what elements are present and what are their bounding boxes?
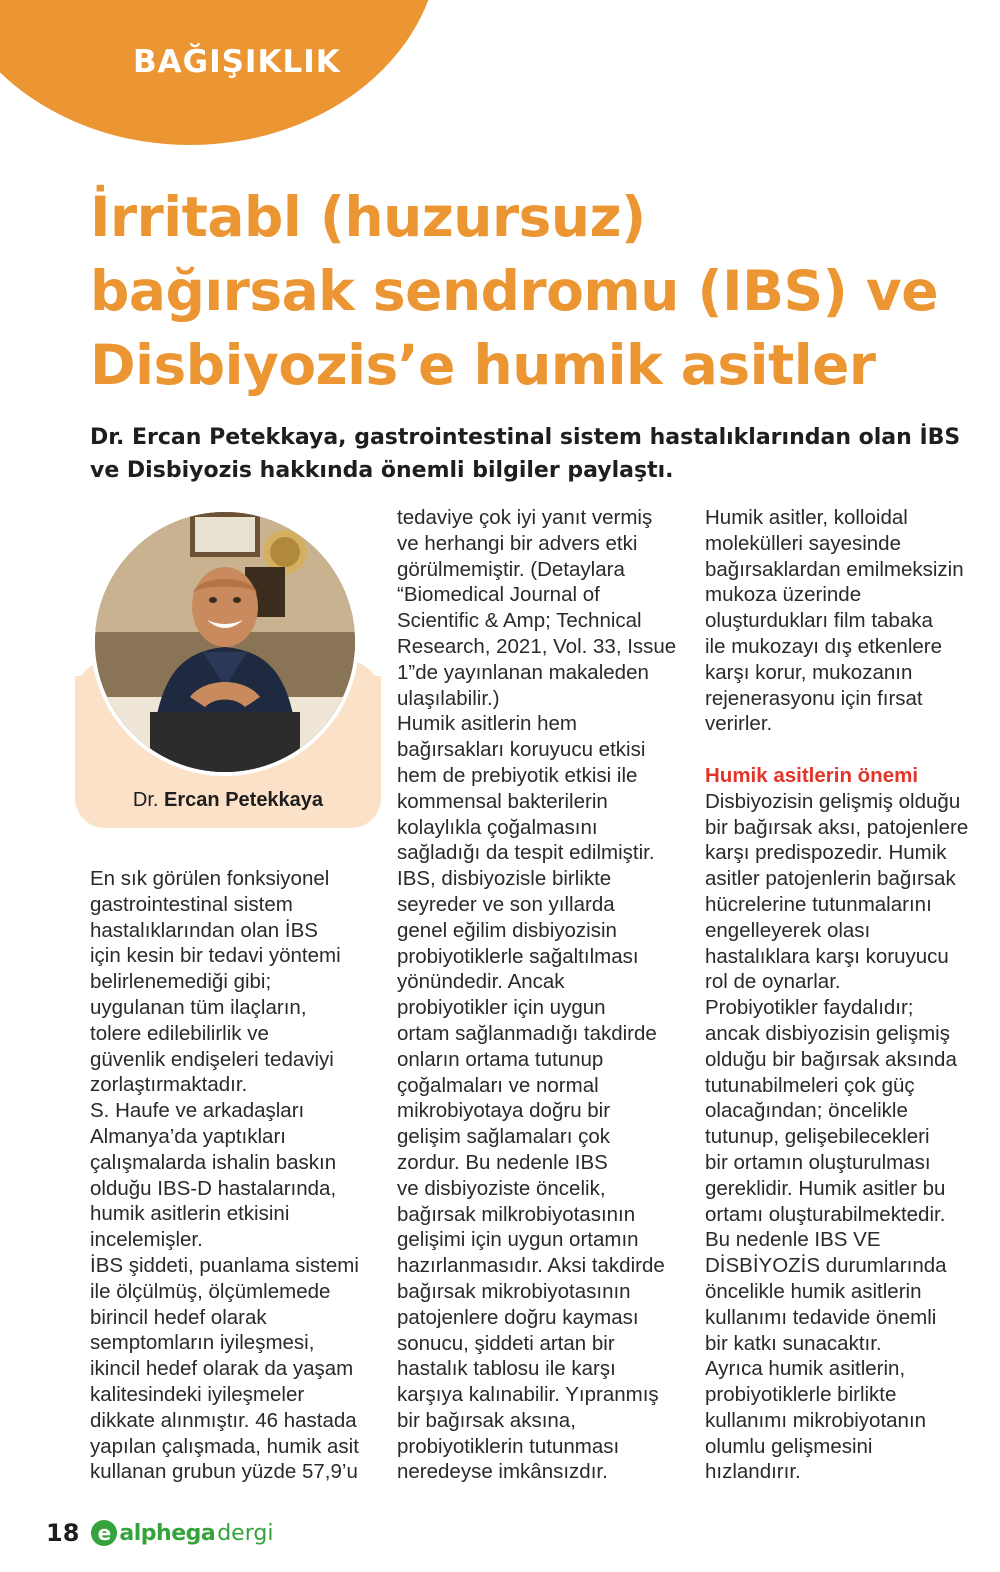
text-line: bağırsakları koruyucu etkisi: [397, 738, 646, 762]
text-line: “Biomedical Journal of: [397, 583, 600, 607]
text-line: Bu nedenle IBS VE: [705, 1228, 881, 1252]
text-line: mikrobiyotaya doğru bir: [397, 1099, 611, 1123]
text-line: Scientific & Amp; Technical: [397, 609, 642, 633]
text-line: yapılan çalışmada, humik asit: [90, 1434, 359, 1458]
text-line: karşı korur, mukozanın: [705, 660, 913, 684]
article-column-3: [705, 505, 968, 1485]
text-line: patojenlere doğru kayması: [397, 1305, 639, 1329]
text-line: Humik asitlerin hem: [397, 712, 577, 736]
text-line: sağladığı da tespit edilmiştir.: [397, 841, 655, 865]
text-line: güvenlik endişeleri tedaviyi: [90, 1047, 334, 1071]
headline-line: bağırsak sendromu (IBS) ve: [90, 259, 939, 323]
text-line: bir katkı sunacaktır.: [705, 1331, 882, 1355]
text-line: hastalık tablosu ile karşı: [397, 1357, 616, 1381]
text-line: ortam sağlanmadığı takdirde: [397, 1021, 657, 1045]
text-line: Disbiyozisin gelişmiş olduğu: [705, 789, 961, 813]
text-line: molekülleri sayesinde: [705, 531, 901, 555]
text-line: tolere edilebilirlik ve: [90, 1021, 269, 1045]
text-line: gastrointestinal sistem: [90, 892, 293, 916]
text-line: bir bağırsak aksı, patojenlere: [705, 815, 969, 839]
text-line: olumlu gelişmesini: [705, 1434, 873, 1458]
text-line: kullanımı mikrobiyotanın: [705, 1408, 927, 1432]
text-line: seyreder ve son yıllarda: [397, 892, 615, 916]
text-line: gereklidir. Humik asitler bu: [705, 1176, 946, 1200]
text-line: probiyotikler için uygun: [397, 996, 606, 1020]
text-line: engelleyerek olası: [705, 918, 871, 942]
text-line: gelişim sağlamaları çok: [397, 1125, 611, 1149]
paragraph-gap: [705, 737, 968, 763]
text-line: karşı predispozedir. Humik: [705, 841, 947, 865]
text-line: tedaviye çok iyi yanıt vermiş: [397, 506, 653, 529]
text-line: S. Haufe ve arkadaşları: [90, 1099, 305, 1123]
headline-line: Disbiyozis’e humik asitler: [90, 333, 876, 397]
column-3-bottom: [705, 789, 968, 1486]
text-line: Research, 2021, Vol. 33, Issue: [397, 634, 677, 658]
text-line: hastalıklara karşı koruyucu: [705, 944, 949, 968]
text-line: görülmemiştir. (Detaylara: [397, 557, 625, 581]
text-line: kommensal bakterilerin: [397, 789, 608, 813]
article-headline: [90, 180, 970, 402]
text-line: sonucu, şiddeti artan bir: [397, 1331, 615, 1355]
author-portrait: [91, 508, 359, 776]
text-line: hem de prebiyotik etkisi ile: [397, 763, 638, 787]
text-line: bağırsaklardan emilmeksizin: [705, 557, 964, 581]
text-line: onların ortama tutunup: [397, 1047, 604, 1071]
text-line: Ayrıca humik asitlerin,: [705, 1357, 906, 1381]
caption-name: Ercan Petekkaya: [164, 789, 324, 811]
text-line: semptomların iyileşmesi,: [90, 1331, 315, 1355]
column-3-top: [705, 505, 968, 737]
text-line: bir bağırsak aksına,: [397, 1408, 576, 1432]
text-line: öncelikle humik asitlerin: [705, 1279, 922, 1303]
text-line: ve herhangi bir advers etki: [397, 531, 638, 555]
text-line: hücrelerine tutunmalarını: [705, 892, 932, 916]
text-line: probiyotiklerin tutunması: [397, 1434, 620, 1458]
text-line: IBS, disbiyozisle birlikte: [397, 867, 612, 891]
portrait-illustration: [95, 512, 355, 772]
text-line: ikincil hedef olarak da yaşam: [90, 1357, 354, 1381]
text-line: humik asitlerin etkisini: [90, 1202, 290, 1226]
text-line: çoğalmaları ve normal: [397, 1073, 599, 1097]
text-line: olduğu IBS-D hastalarında,: [90, 1176, 337, 1200]
text-line: zordur. Bu nedenle IBS: [397, 1150, 608, 1174]
text-line: verirler.: [705, 712, 773, 736]
text-line: uygulanan tüm ilaçların,: [90, 995, 307, 1019]
article-column-2: [397, 505, 676, 1485]
text-line: bağırsak milkrobiyotasının: [397, 1202, 636, 1226]
headline-line: İrritabl (huzursuz): [90, 185, 646, 249]
text-line: incelemişler.: [90, 1228, 203, 1252]
text-line: rejenerasyonu için fırsat: [705, 686, 923, 710]
text-line: ile mukozayı dış etkenlere: [705, 634, 943, 658]
photo-caption: [75, 789, 381, 812]
text-line: asitler patojenlerin bağırsak: [705, 867, 956, 891]
text-line: ortamı oluşturabilmektedir.: [705, 1202, 946, 1226]
text-line: kolaylıkla çoğalmasını: [397, 815, 598, 839]
text-line: tutunabilmeleri çok güç: [705, 1073, 915, 1097]
text-line: olacağından; öncelikle: [705, 1099, 908, 1123]
text-line: tutunup, gelişebilecekleri: [705, 1125, 930, 1149]
text-line: probiyotiklerle sağaltılması: [397, 944, 639, 968]
text-line: hazırlanmasıdır. Aksi takdirde: [397, 1254, 665, 1278]
brand-name: alphega: [119, 1520, 216, 1546]
text-line: neredeyse imkânsızdır.: [397, 1460, 608, 1484]
section-label: BAĞIŞIKLIK: [133, 44, 341, 80]
text-line: bağırsak mikrobiyotasının: [397, 1279, 631, 1303]
text-line: birincil hedef olarak: [90, 1305, 267, 1329]
text-line: yönündedir. Ancak: [397, 970, 565, 994]
text-line: ancak disbiyozisin gelişmiş: [705, 1021, 950, 1045]
text-line: gelişimi için uygun ortamın: [397, 1228, 639, 1252]
text-line: ulaşılabilir.): [397, 686, 500, 710]
text-line: kullanan grubun yüzde 57,9’u: [90, 1460, 358, 1484]
text-line: rol de oynarlar.: [705, 970, 841, 994]
page-footer: [46, 1515, 273, 1551]
text-line: probiyotiklerle birlikte: [705, 1383, 897, 1407]
text-line: kalitesindeki iyileşmeler: [90, 1382, 305, 1406]
text-line: Humik asitler, kolloidal: [705, 506, 908, 529]
text-line: genel eğilim disbiyozisin: [397, 918, 617, 942]
text-line: bir ortamın oluşturulması: [705, 1150, 931, 1174]
brand-suffix: dergi: [217, 1520, 274, 1546]
alphega-logo-icon: e: [91, 1520, 117, 1546]
text-line: Probiyotikler faydalıdır;: [705, 996, 914, 1020]
text-line: kullanımı tedavide önemli: [705, 1305, 937, 1329]
text-line: 1”de yayınlanan makaleden: [397, 660, 649, 684]
text-line: İBS şiddeti, puanlama sistemi: [90, 1253, 359, 1277]
article-lead: [90, 421, 980, 487]
text-line: için kesin bir tedavi yöntemi: [90, 944, 341, 968]
text-line: Almanya’da yaptıkları: [90, 1124, 286, 1148]
caption-title: Dr.: [132, 789, 159, 811]
text-line: oluşturdukları film tabaka: [705, 609, 933, 633]
text-line: çalışmalarda ishalin baskın: [90, 1150, 337, 1174]
subheading: Humik asitlerin önemi: [705, 763, 919, 787]
text-line: hızlandırır.: [705, 1460, 801, 1484]
text-line: DİSBİYOZİS durumlarında: [705, 1254, 947, 1278]
text-line: En sık görülen fonksiyonel: [90, 867, 330, 890]
lead-line: ve Disbiyozis hakkında önemli bilgiler paylaştı.: [90, 458, 674, 483]
text-line: ve disbiyoziste öncelik,: [397, 1176, 606, 1200]
text-line: mukoza üzerinde: [705, 583, 862, 607]
text-line: belirlenemediği gibi;: [90, 970, 272, 994]
text-line: zorlaştırmaktadır.: [90, 1073, 248, 1097]
page-number: 18: [46, 1519, 80, 1547]
text-line: hastalıklarından olan İBS: [90, 918, 318, 942]
text-line: dikkate alınmıştır. 46 hastada: [90, 1408, 357, 1432]
text-line: ile ölçülmüş, ölçümlemede: [90, 1279, 331, 1303]
article-column-1: [90, 866, 359, 1485]
lead-line: Dr. Ercan Petekkaya, gastrointestinal sistem hastalıklarından olan İBS: [90, 425, 961, 450]
text-line: karşıya kalınabilir. Yıpranmış: [397, 1383, 659, 1407]
text-line: olduğu bir bağırsak aksında: [705, 1047, 957, 1071]
